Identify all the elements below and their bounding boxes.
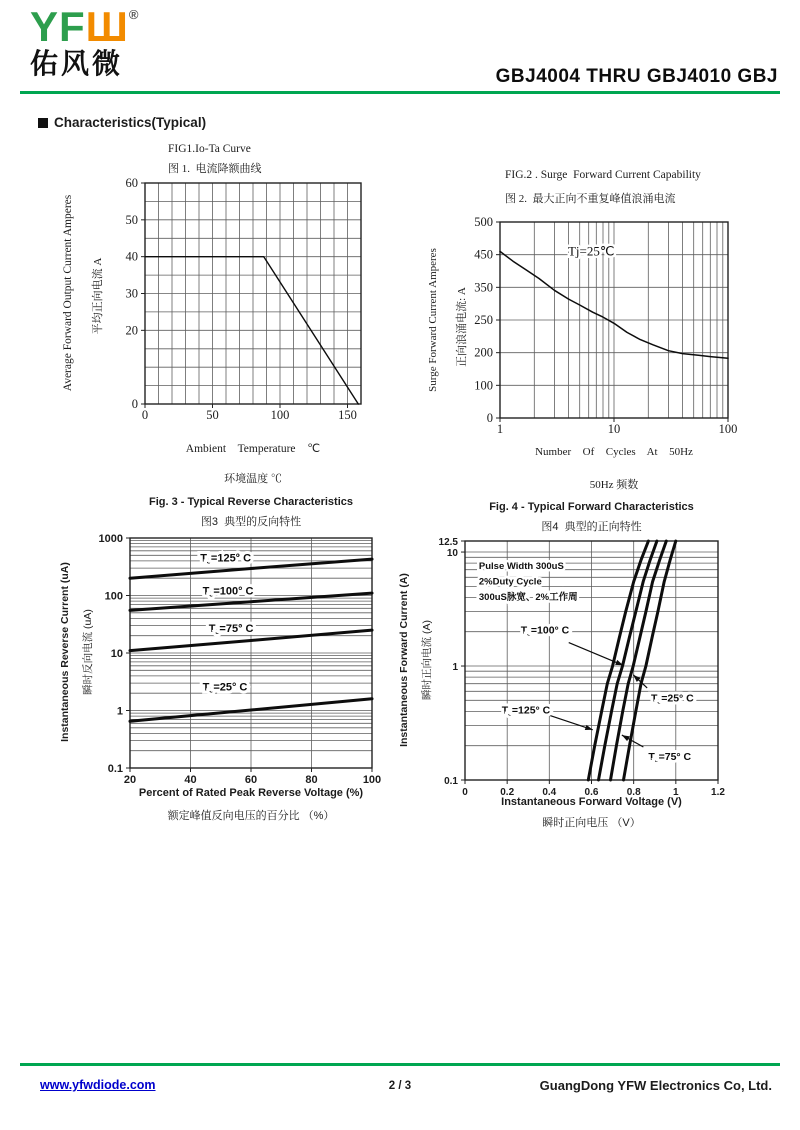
fig2-annotation: Tj=25℃ (567, 243, 615, 259)
fig2-ytick: 500 (474, 215, 493, 229)
fig1-ytick: 30 (125, 286, 138, 301)
fig2-xaxis-label-cn: 50Hz 频数 (589, 479, 639, 491)
fig1-xtick: 50 (206, 408, 219, 422)
fig3-curve-label: TJ=75° C (208, 623, 254, 637)
fig4-xaxis-label: Instantaneous Forward Voltage (V) (501, 796, 682, 808)
website-link[interactable]: www.yfwdiode.com (40, 1078, 156, 1092)
fig1-xaxis-label: Ambient Temperature ℃ (185, 443, 321, 455)
fig1-xtick: 100 (270, 408, 290, 422)
fig1-xaxis-label-cn: 环境温度 ℃ (224, 473, 282, 485)
fig1-yaxis-label: Average Forward Output Current Amperes (62, 194, 74, 392)
fig3-curve-label: TJ=125° C (200, 552, 252, 566)
logo-text-green: YF (30, 3, 86, 50)
fig4-yaxis-label: Instantaneous Forward Current (A) (398, 573, 410, 747)
fig3-yaxis-label-cn: 瞬时反向电流 (uA) (82, 609, 94, 695)
fig4-xtick: 0.2 (500, 787, 515, 798)
fig2-ytick: 100 (474, 378, 493, 393)
fig1-title: FIG1.Io-Ta Curve (168, 143, 251, 155)
fig4-xtick: 1 (673, 787, 679, 798)
fig1-ytick: 20 (125, 323, 138, 338)
fig4-ytick: 12.5 (438, 537, 458, 548)
fig4-annotation: 2%Duty Cycle (478, 576, 542, 588)
fig2-xtick: 1 (496, 422, 504, 436)
fig4-xtick: 0.4 (542, 787, 557, 798)
fig4-annotation: 300uS脉宽、2%工作周 (478, 592, 578, 604)
fig4-curve-label: TJ=25° C (651, 692, 694, 706)
fig3-xaxis-label-cn: 额定峰值反向电压的百分比 （%） (167, 810, 335, 822)
fig1-ytick: 60 (125, 176, 138, 190)
fig2-yaxis-label: Surge Forward Current Amperes (427, 248, 439, 392)
fig2-title-cn: 图 2. 最大正向不重复峰值浪涌电流 (505, 193, 676, 205)
fig2-title: FIG.2 . Surge Forward Current Capability (505, 169, 701, 181)
fig4-xtick: 0.8 (626, 787, 641, 798)
fig3-curve-label: TJ=100° C (202, 585, 254, 599)
fig4-xtick: 0 (462, 787, 468, 798)
fig2-yaxis-label-cn: 正向浪涌电流: A (456, 287, 468, 367)
fig3-ytick: 1 (116, 705, 123, 718)
fig1-ytick: 50 (125, 212, 138, 227)
fig3-curve-label: TJ=25° C (202, 681, 248, 695)
fig3-xaxis-label: Percent of Rated Peak Reverse Voltage (%) (138, 787, 364, 799)
logo-chinese-name: 佑风微 (30, 48, 124, 79)
fig3-xtick: 20 (123, 774, 137, 786)
part-number-title: GBJ4004 THRU GBJ4010 GBJ (495, 66, 778, 87)
fig2-xaxis-label: Number Of Cycles At 50Hz (535, 446, 693, 458)
fig2-ytick: 350 (474, 280, 493, 295)
fig3-ytick: 10 (110, 648, 123, 660)
section-heading-text: Characteristics(Typical) (54, 115, 207, 130)
fig4-annotation: Pulse Width 300uS (478, 561, 564, 573)
logo-w-mark: Ш (85, 3, 129, 50)
fig1-ytick: 0 (131, 397, 138, 411)
fig3-xtick: 60 (244, 774, 258, 786)
fig2-ytick: 200 (474, 345, 493, 360)
fig4-title: Fig. 4 - Typical Forward Characteristics (489, 501, 694, 513)
fig1-yaxis-label-cn: 平均正向电流 A (92, 257, 104, 335)
fig4-arrowhead (622, 735, 630, 741)
fig4-ytick: 0.1 (444, 776, 458, 787)
fig2-ytick: 0 (486, 411, 493, 425)
fig4-series-3 (624, 541, 676, 780)
fig4-curve-label: TJ=125° C (501, 704, 551, 718)
fig4-curve-label: TJ=75° C (648, 751, 692, 765)
fig1-xtick: 0 (141, 408, 149, 422)
fig4-xtick: 0.6 (584, 787, 599, 798)
footer-rule (20, 1063, 780, 1066)
fig4-ytick: 1 (452, 662, 458, 673)
fig3-ytick: 1000 (98, 533, 123, 545)
fig4-yaxis-label-cn: 瞬时正向电流 (A) (421, 620, 433, 700)
fig2-xtick: 100 (718, 422, 738, 436)
registered-trademark-icon: ® (128, 7, 140, 22)
fig4-title-cn: 图4 典型的正向特性 (541, 521, 642, 533)
fig1-ytick: 40 (125, 249, 138, 264)
fig3-ytick: 0.1 (107, 763, 123, 775)
fig2-ytick: 450 (474, 247, 493, 262)
fig3-ytick: 100 (104, 590, 123, 603)
company-name: GuangDong YFW Electronics Co, Ltd. (539, 1078, 772, 1093)
fig2-ytick: 250 (474, 313, 493, 327)
fig3-title: Fig. 3 - Typical Reverse Characteristics (149, 496, 353, 508)
fig3-xtick: 40 (184, 774, 197, 786)
fig2-xtick: 10 (607, 422, 621, 436)
fig3-xtick: 80 (305, 774, 318, 786)
fig4-ytick: 10 (446, 548, 458, 559)
fig4-curve-label: TJ=100° C (520, 624, 570, 638)
page-number: 2 / 3 (388, 1080, 412, 1092)
fig3-yaxis-label: Instantaneous Reverse Current (uA) (59, 562, 71, 742)
fig1-title-cn: 图 1. 电流降额曲线 (168, 163, 262, 175)
fig4-xtick: 1.2 (711, 787, 725, 798)
fig1-xtick: 150 (338, 408, 357, 422)
fig4-xaxis-label-cn: 瞬时正向电压 （V） (542, 817, 641, 829)
fig3-xtick: 100 (362, 774, 382, 786)
fig3-title-cn: 图3 典型的反向特性 (200, 516, 302, 528)
